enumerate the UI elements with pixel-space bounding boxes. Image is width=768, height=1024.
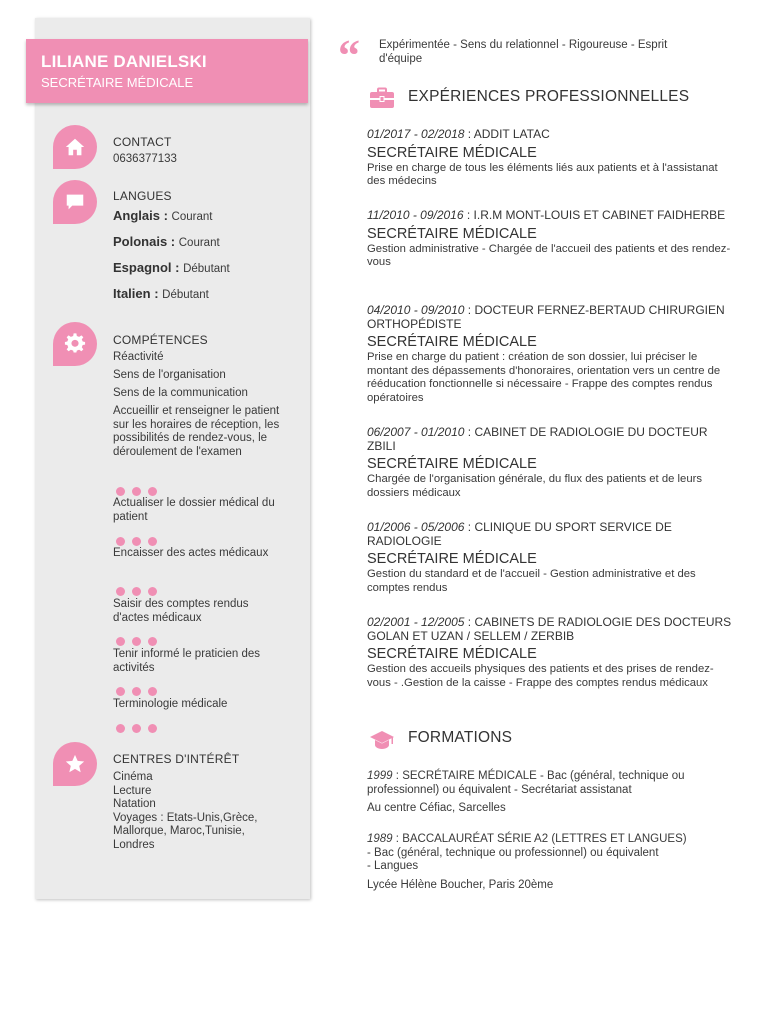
dot-icon (116, 687, 125, 696)
gear-icon (64, 333, 86, 355)
skill-rating (116, 720, 164, 730)
languages-badge (53, 180, 97, 224)
education-item: 1989 : BACCALAURÉAT SÉRIE A2 (LETTRES ET LANGUES) - Bac (général, technique ou professionnel) ou équivalent - Langues Lycée Hélène Boucher, Paris 20ème (367, 833, 737, 892)
language-name: Polonais (113, 234, 168, 249)
dot-icon (116, 587, 125, 596)
experience-employer: CABINETS DE RADIOLOGIE DES DOCTEURS GOLAN ET UZAN / SELLEM / ZERBIB (367, 615, 732, 643)
skill-item: Sens de l'organisation (113, 369, 226, 381)
skill-rating (116, 583, 164, 593)
skill-rating (116, 483, 164, 493)
education-place: Au centre Céfiac, Sarcelles (367, 802, 506, 815)
language-name: Italien (113, 286, 151, 301)
language-level: Courant (171, 211, 213, 223)
skill-item: Réactivité (113, 351, 164, 363)
education-detail: BACCALAURÉAT SÉRIE A2 (LETTRES ET LANGUES) - Bac (général, technique ou professionnel) ou équivalent - Langues (367, 833, 687, 873)
skill-rating (116, 633, 164, 643)
experience-item: 04/2010 - 09/2010 : DOCTEUR FERNEZ-BERTAUD CHIRURGIEN ORTHOPÉDISTE SECRÉTAIRE MÉDICALE Prise en charge du patient : création de son dossier, lui préciser le montant des dépassements d'honoraires, orientation vers un centre de rééducation fonctionnelle si nécessaire - Frappe des comptes rendus opératoires (367, 304, 737, 406)
language-item: Polonais : Courant (113, 234, 220, 249)
language-item: Espagnol : Débutant (113, 260, 230, 275)
contact-badge (53, 125, 97, 169)
experience-item: 01/2006 - 05/2006 : CLINIQUE DU SPORT SERVICE DE RADIOLOGIE SECRÉTAIRE MÉDICALE Gestion du standard et de l'accueil - Gestion administrative et des comptes rendus (367, 521, 737, 595)
languages-title: LANGUES (113, 189, 172, 203)
dot-icon (132, 724, 141, 733)
dot-icon (132, 537, 141, 546)
experience-description: Prise en charge du patient : création de son dossier, lui préciser le montant des dépassements d'honoraires, orientation vers un centre de rééducation fonctionnelle si nécessaire - Frappe des comptes rendus opératoires (367, 351, 721, 404)
dot-icon (148, 587, 157, 596)
home-icon (64, 136, 86, 158)
experience-description: Chargée de l'organisation générale, du flux des patients et de leurs dossiers médicaux (367, 473, 703, 499)
experience-employer: DOCTEUR FERNEZ-BERTAUD CHIRURGIEN ORTHOPÉDISTE (367, 303, 725, 331)
dot-icon (148, 687, 157, 696)
skill-item: Saisir des comptes rendus d'actes médicaux (113, 598, 249, 624)
dot-icon (148, 637, 157, 646)
dot-icon (132, 687, 141, 696)
experience-employer: ADDIT LATAC (473, 127, 550, 141)
experience-role: SECRÉTAIRE MÉDICALE (367, 225, 537, 242)
job-title: SECRÉTAIRE MÉDICALE (41, 75, 194, 90)
language-level: Courant (178, 237, 220, 249)
chat-icon (64, 191, 86, 213)
star-icon (64, 753, 86, 775)
experience-role: SECRÉTAIRE MÉDICALE (367, 334, 537, 351)
language-item: Anglais : Courant (113, 208, 213, 223)
dot-icon (116, 487, 125, 496)
experience-role: SECRÉTAIRE MÉDICALE (367, 551, 537, 568)
education-title: FORMATIONS (408, 729, 513, 746)
experience-title: EXPÉRIENCES PROFESSIONNELLES (408, 88, 690, 105)
profile-summary: Expérimentée - Sens du relationnel - Rigoureuse - Esprit d'équipe (379, 39, 668, 65)
dot-icon (116, 637, 125, 646)
experience-role: SECRÉTAIRE MÉDICALE (367, 144, 537, 161)
skill-item: Terminologie médicale (113, 698, 228, 710)
skills-title: COMPÉTENCES (113, 333, 208, 347)
education-item: 1999 : SECRÉTAIRE MÉDICALE - Bac (général, technique ou professionnel) ou équivalent - Secrétariat assistanat Au centre Céfiac, Sarcelles (367, 770, 737, 816)
experience-dates: 04/2010 - 09/2010 (367, 303, 465, 317)
language-level: Débutant (162, 289, 209, 301)
experience-description: Gestion du standard et de l'accueil - Gestion administrative et des comptes rendus (367, 568, 696, 594)
experience-dates: 06/2007 - 01/2010 (367, 425, 465, 439)
experience-item: 01/2017 - 02/2018 : ADDIT LATAC SECRÉTAIRE MÉDICALE Prise en charge de tous les éléments liés aux patients et à l'assistanat des médecins (367, 128, 737, 189)
interests-list: Cinéma Lecture Natation Voyages : Etats-Unis,Grèce, Mallorque, Maroc,Tunisie, Londres (113, 771, 258, 851)
language-item: Italien : Débutant (113, 286, 209, 301)
language-level: Débutant (183, 263, 230, 275)
quote-icon: “ (338, 31, 360, 80)
experience-item: 06/2007 - 01/2010 : CABINET DE RADIOLOGIE DU DOCTEUR ZBILI SECRÉTAIRE MÉDICALE Chargée de l'organisation générale, du flux des patients et de leurs dossiers médicaux (367, 426, 737, 500)
experience-description: Gestion des accueils physiques des patients et des prises de rendez-vous - .Gestion de la caisse - Frappe des comptes rendus médicaux (367, 663, 714, 689)
dot-icon (116, 537, 125, 546)
education-detail: SECRÉTAIRE MÉDICALE - Bac (général, technique ou professionnel) ou équivalent - Secrétariat assistanat (367, 770, 685, 796)
interests-badge (53, 742, 97, 786)
skill-item: Tenir informé le praticien des activités (113, 648, 261, 674)
experience-role: SECRÉTAIRE MÉDICALE (367, 456, 537, 473)
experience-employer: I.R.M MONT-LOUIS ET CABINET FAIDHERBE (473, 208, 726, 222)
skill-rating (116, 533, 164, 543)
experience-employer: CABINET DE RADIOLOGIE DU DOCTEUR ZBILI (367, 425, 708, 453)
experience-role: SECRÉTAIRE MÉDICALE (367, 646, 537, 663)
experience-description: Prise en charge de tous les éléments liés aux patients et à l'assistanat des médecins (367, 161, 718, 188)
language-name: Anglais (113, 208, 160, 223)
dot-icon (132, 637, 141, 646)
experience-dates: 01/2017 - 02/2018 (367, 127, 465, 141)
dot-icon (148, 487, 157, 496)
dot-icon (148, 537, 157, 546)
experience-dates: 02/2001 - 12/2005 (367, 615, 465, 629)
contact-phone: 0636377133 (113, 153, 177, 165)
briefcase-icon (369, 87, 395, 109)
experience-description: Gestion administrative - Chargée de l'accueil des patients et des rendez-vous (367, 242, 731, 269)
skills-badge (53, 322, 97, 366)
skill-rating (116, 683, 164, 693)
experience-item: 11/2010 - 09/2016 : I.R.M MONT-LOUIS ET CABINET FAIDHERBE SECRÉTAIRE MÉDICALE Gestion administrative - Chargée de l'accueil des patients et des rendez-vous (367, 209, 737, 270)
skill-item: Sens de la communication (113, 387, 248, 399)
graduation-cap-icon (369, 729, 395, 751)
interests-title: CENTRES D'INTÉRÊT (113, 752, 240, 766)
experience-dates: 11/2010 - 09/2016 (367, 208, 464, 222)
dot-icon (132, 487, 141, 496)
education-year: 1999 (367, 770, 393, 782)
name-header (26, 39, 308, 103)
skill-item: Accueillir et renseigner le patient sur les horaires de réception, les possibilités de rendez-vous, le déroulement de l'examen (113, 405, 280, 458)
language-name: Espagnol (113, 260, 172, 275)
dot-icon (148, 724, 157, 733)
skill-item: Actualiser le dossier médical du patient (113, 497, 275, 523)
dot-icon (132, 587, 141, 596)
skill-item: Encaisser des actes médicaux (113, 547, 269, 559)
candidate-name: LILIANE DANIELSKI (41, 52, 207, 71)
experience-employer: CLINIQUE DU SPORT SERVICE DE RADIOLOGIE (367, 520, 672, 548)
education-year: 1989 (367, 833, 393, 845)
experience-dates: 01/2006 - 05/2006 (367, 520, 465, 534)
dot-icon (116, 724, 125, 733)
education-place: Lycée Hélène Boucher, Paris 20ème (367, 878, 554, 891)
experience-item: 02/2001 - 12/2005 : CABINETS DE RADIOLOGIE DES DOCTEURS GOLAN ET UZAN / SELLEM / ZERBIB SECRÉTAIRE MÉDICALE Gestion des accueils physiques des patients et des prises de rendez-vous - .Gestion de la caisse - Frappe des comptes rendus médicaux (367, 616, 737, 690)
contact-title: CONTACT (113, 135, 172, 149)
